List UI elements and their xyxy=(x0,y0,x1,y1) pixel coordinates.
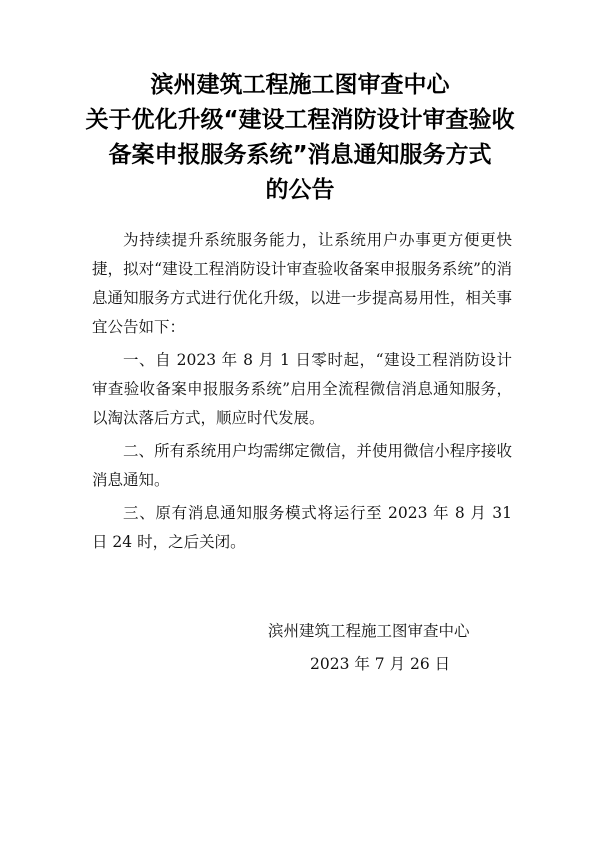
title-line-3: 备案申报服务系统”消息通知服务方式 xyxy=(108,142,492,168)
signature-date: 2023 年 7 月 26 日 xyxy=(310,655,451,673)
title-line-4: 的公告 xyxy=(265,177,335,203)
item-two-paragraph: 二、所有系统用户均需绑定微信，并使用微信小程序接收消息通知。 xyxy=(92,442,512,489)
title-line-2: 关于优化升级“建设工程消防设计审查验收 xyxy=(85,107,515,133)
intro-paragraph: 为持续提升系统服务能力，让系统用户办事更方便更快捷，拟对“建设工程消防设计审查验收备案申报服务系统”的消息通知服务方式进行优化升级，以进一步提高易用性，相关事宜公告如下： xyxy=(92,231,512,336)
item-three-paragraph: 三、原有消息通知服务模式将运行至 2023 年 8 月 31 日 24 时，之后关闭。 xyxy=(92,504,512,551)
announcement-body xyxy=(92,226,512,561)
item-one-paragraph: 一、自 2023 年 8 月 1 日零时起，“建设工程消防设计审查验收备案申报服务系统”启用全流程微信消息通知服务，以淘汰落后方式，顺应时代发展。 xyxy=(92,351,512,427)
title-line-1: 滨州建筑工程施工图审查中心 xyxy=(150,72,450,98)
announcement-title xyxy=(0,68,600,208)
signature-organization: 滨州建筑工程施工图审查中心 xyxy=(268,622,470,640)
